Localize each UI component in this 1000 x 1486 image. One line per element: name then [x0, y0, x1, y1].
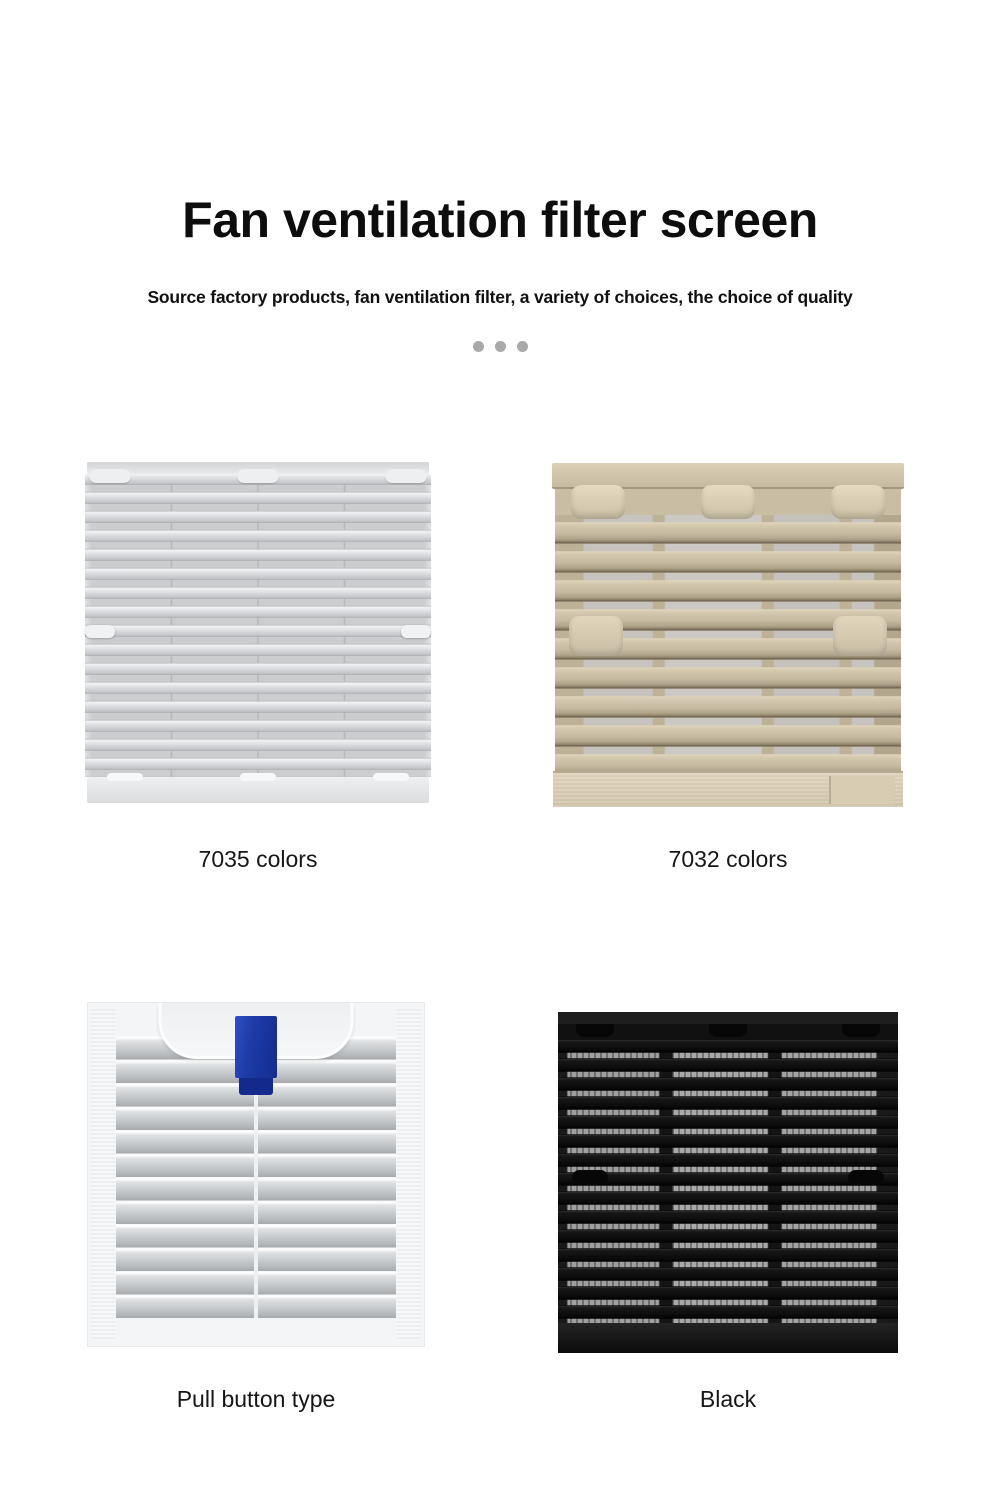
pull-button — [235, 1016, 277, 1078]
frame-notch — [240, 773, 276, 781]
mount-tab — [701, 485, 755, 519]
side-clip — [848, 1170, 884, 1185]
side-clip — [572, 1170, 608, 1185]
mount-tab — [842, 1024, 880, 1037]
pull-button-tab — [239, 1078, 273, 1095]
product-label-pull-button: Pull button type — [176, 1386, 336, 1412]
ribbed-frame-edge — [397, 1009, 421, 1340]
louver-grille — [85, 474, 431, 777]
dot-icon — [473, 341, 484, 352]
product-image-7035 — [85, 462, 431, 803]
product-image-7032 — [555, 463, 901, 807]
mount-tab — [831, 485, 885, 519]
product-label-7035: 7035 colors — [198, 846, 318, 872]
frame-panel — [829, 776, 895, 804]
ribbed-frame-edge — [91, 1009, 115, 1340]
top-rail — [558, 1012, 898, 1024]
louver-grille — [558, 1040, 898, 1323]
mount-tab — [576, 1024, 614, 1037]
dot-icon — [517, 341, 528, 352]
mount-tab — [89, 469, 131, 483]
top-rail — [552, 463, 904, 487]
bottom-frame — [558, 1323, 898, 1353]
dots-separator — [0, 341, 1000, 352]
side-clip — [401, 625, 431, 638]
mount-tab — [385, 469, 427, 483]
product-image-black — [558, 1012, 898, 1353]
mount-tab — [237, 469, 279, 483]
page-title: Fan ventilation filter screen — [182, 192, 818, 248]
mount-tab — [709, 1024, 747, 1037]
side-clip — [85, 625, 115, 638]
product-image-pull-button — [87, 1002, 425, 1347]
frame-notch — [107, 773, 143, 781]
product-label-7032: 7032 colors — [668, 846, 788, 872]
subtitle: Source factory products, fan ventilation filter, a variety of choices, the choice of quality — [147, 287, 853, 307]
side-clip — [569, 616, 623, 656]
side-clip — [833, 616, 887, 656]
mount-tab — [571, 485, 625, 519]
frame-notch — [373, 773, 409, 781]
dot-icon — [495, 341, 506, 352]
bottom-frame — [87, 777, 429, 803]
product-label-black: Black — [699, 1386, 757, 1412]
bottom-frame — [553, 771, 903, 807]
